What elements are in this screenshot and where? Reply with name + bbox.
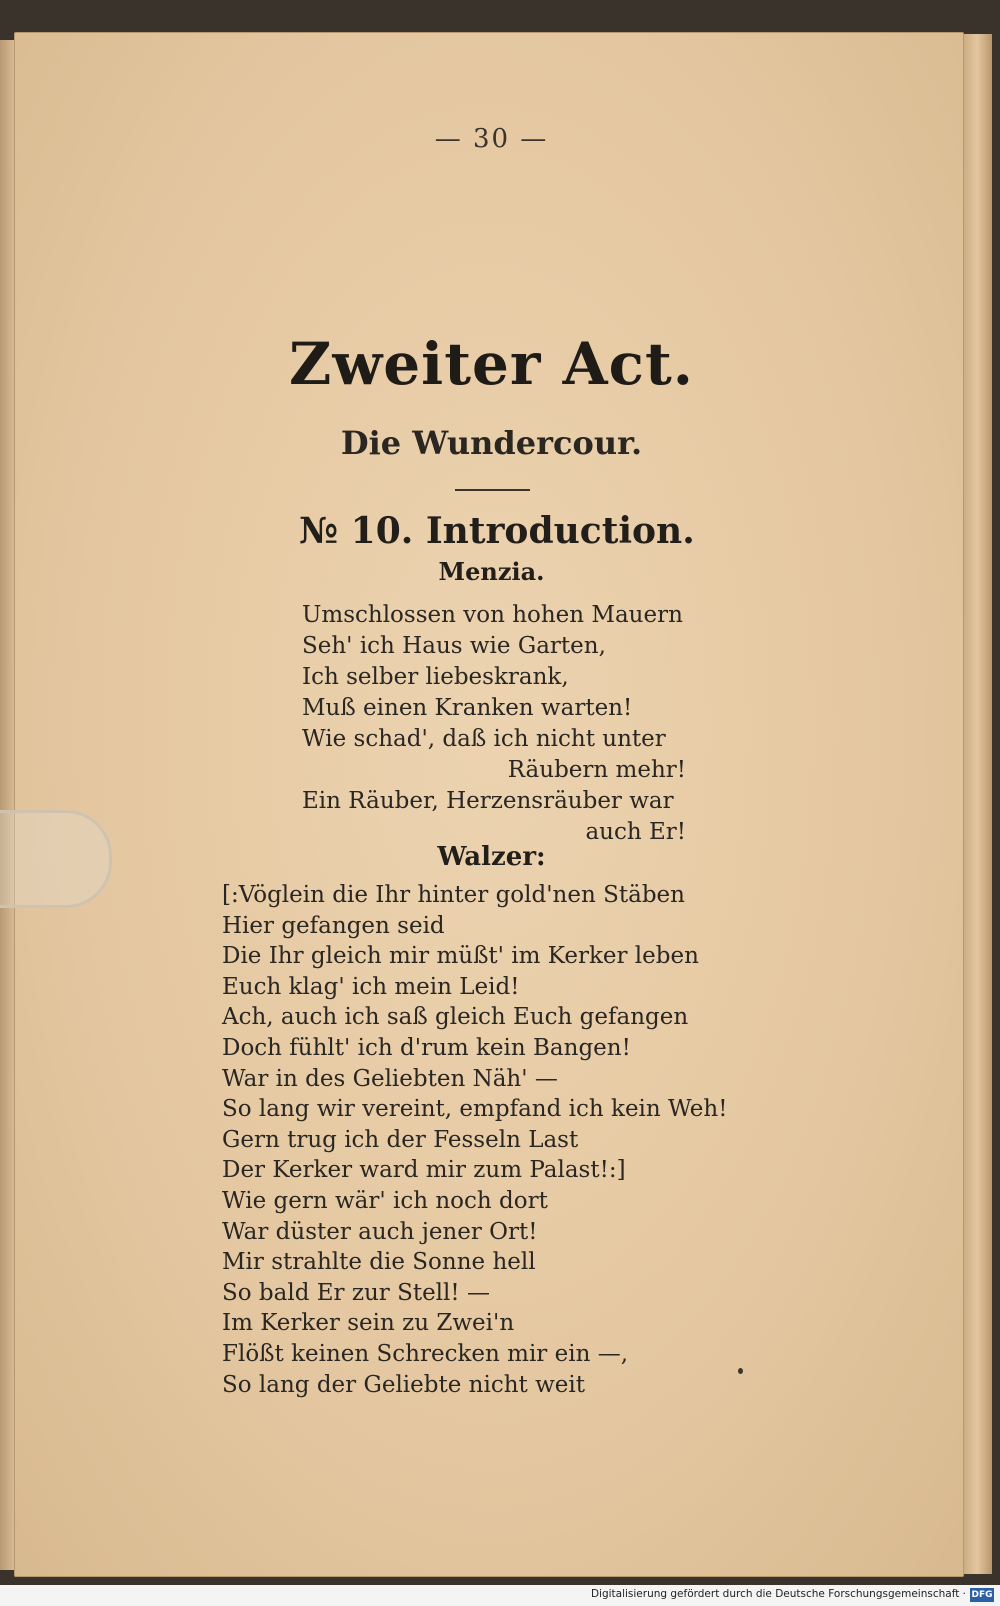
page-number: — 30 —: [434, 124, 549, 154]
verse-line: auch Er!: [585, 819, 686, 845]
number-heading: № 10. Introduction.: [299, 510, 695, 552]
waltz-line: War düster auch jener Ort!: [222, 1218, 538, 1245]
verse-line: Seh' ich Haus wie Garten,: [302, 633, 606, 659]
waltz-line: War in des Geliebten Näh' —: [222, 1065, 558, 1092]
verse-line: Muß einen Kranken warten!: [302, 695, 633, 721]
waltz-line: So lang wir vereint, empfand ich kein Weh!: [222, 1096, 728, 1123]
page-stack-right: [962, 34, 992, 1574]
waltz-line: So bald Er zur Stell! —: [222, 1279, 490, 1306]
ink-speck: [738, 1368, 743, 1374]
waltz-line: So lang der Geliebte nicht weit: [222, 1371, 585, 1398]
waltz-line: Ach, auch ich saß gleich Euch gefangen: [222, 1004, 689, 1031]
verse-line: Ein Räuber, Herzensräuber war: [302, 788, 674, 814]
waltz-line: Euch klag' ich mein Leid!: [222, 973, 520, 1000]
book-page: [14, 32, 964, 1577]
divider: [455, 489, 530, 491]
waltz-line: [:Vöglein die Ihr hinter gold'nen Stäben: [222, 882, 685, 908]
verse-line: Wie schad', daß ich nicht unter: [302, 726, 666, 752]
waltz-line: Hier gefangen seid: [222, 912, 445, 939]
waltz-line: Wie gern wär' ich noch dort: [222, 1187, 548, 1214]
waltz-line: Der Kerker ward mir zum Palast!:]: [222, 1157, 626, 1184]
waltz-line: Mir strahlte die Sonne hell: [222, 1249, 536, 1276]
verse-line: Ich selber liebeskrank,: [302, 664, 569, 690]
verse-line: Umschlossen von hohen Mauern: [302, 602, 683, 628]
dance-heading: Walzer:: [437, 842, 546, 872]
act-subtitle: Die Wundercour.: [340, 424, 643, 462]
footer-credit: Digitalisierung gefördert durch die Deutsche Forschungsgemeinschaft ·: [590, 1588, 966, 1600]
waltz-line: Die Ihr gleich mir müßt' im Kerker leben: [222, 943, 699, 970]
waltz-block: [222, 880, 782, 1400]
act-title: Zweiter Act.: [289, 330, 694, 398]
dfg-logo-icon: DFG: [971, 1590, 993, 1600]
verse-block: [302, 600, 692, 848]
waltz-line: Flößt keinen Schrecken mir ein —,: [222, 1340, 629, 1367]
waltz-line: Gern trug ich der Fesseln Last: [222, 1126, 579, 1153]
waltz-line: Im Kerker sein zu Zwei'n: [222, 1310, 515, 1337]
speaker-name: Menzia.: [438, 557, 545, 586]
waltz-line: Doch fühlt' ich d'rum kein Bangen!: [222, 1034, 631, 1061]
verse-line: Räubern mehr!: [507, 757, 686, 783]
